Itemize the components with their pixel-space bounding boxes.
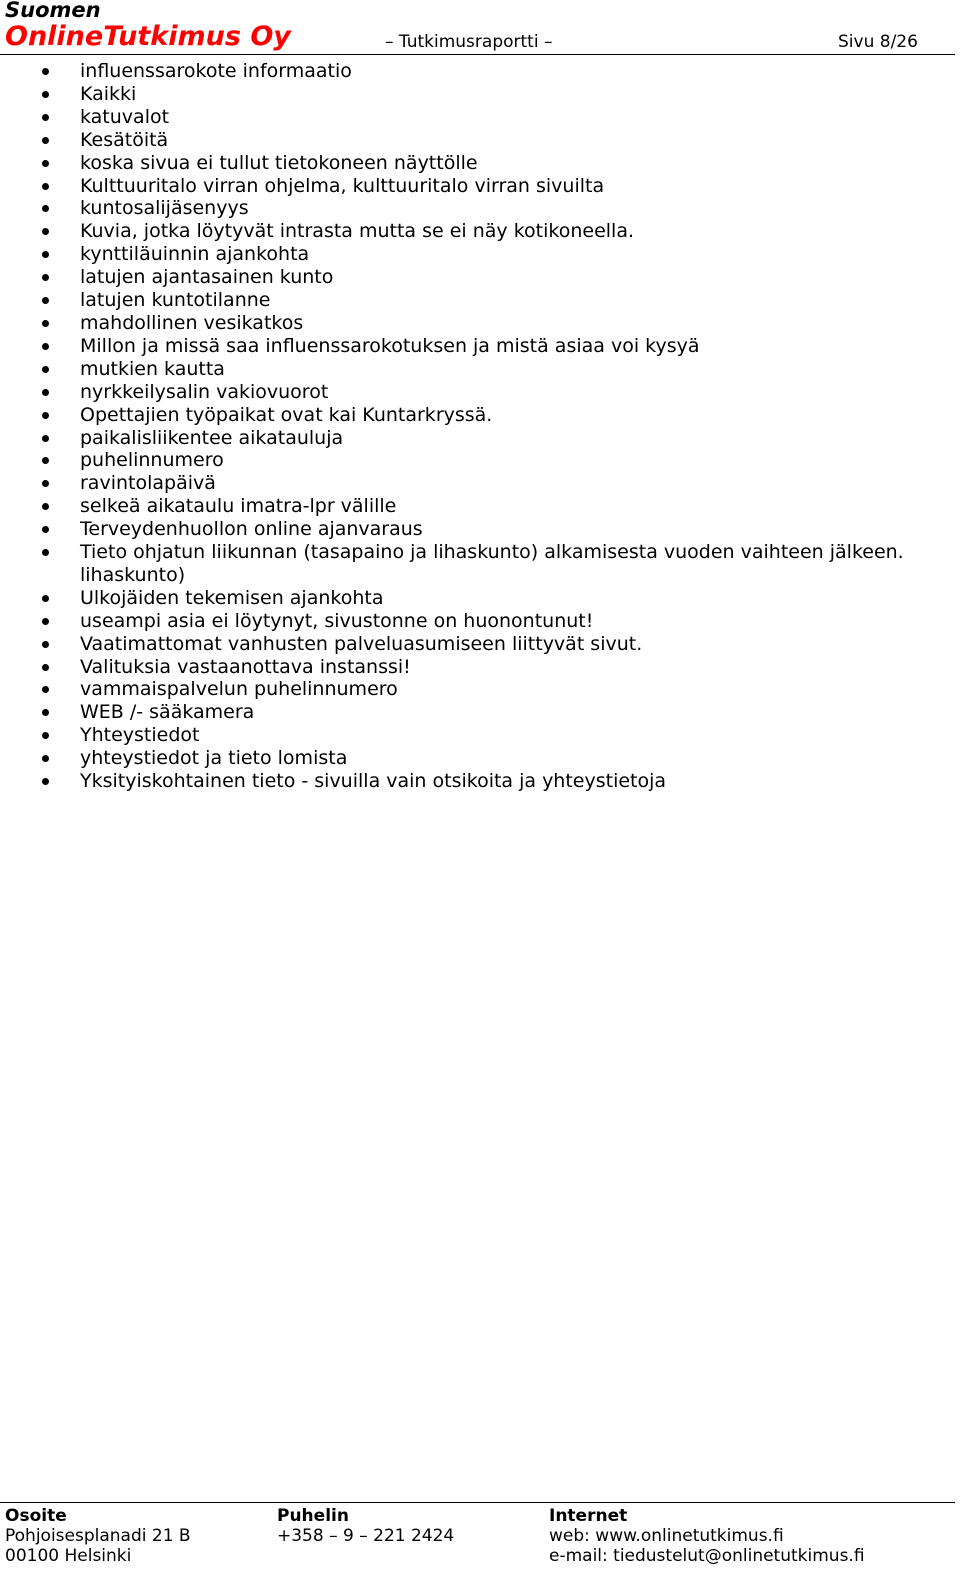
list-item xyxy=(0,701,950,724)
list-item-text: Yksityiskohtainen tieto - sivuilla vain otsikoita ja yhteystietoja xyxy=(80,770,667,793)
list-item-text: influenssarokote informaatio xyxy=(80,60,352,82)
list-item xyxy=(0,175,950,198)
bullet-icon xyxy=(42,137,49,144)
bullet-icon xyxy=(42,68,49,75)
footer-internet xyxy=(549,1506,865,1566)
bullet-icon xyxy=(42,320,49,327)
bullet-icon xyxy=(42,755,49,762)
bullet-icon xyxy=(42,549,49,556)
bullet-icon xyxy=(42,205,49,212)
list-item xyxy=(0,197,950,220)
list-item-text: useampi asia ei löytynyt, sivustonne on huonontunut! xyxy=(80,609,594,632)
footer-internet-label: Internet xyxy=(549,1506,628,1526)
list-item-text: paikalisliikentee aikatauluja xyxy=(80,426,344,449)
footer-address-street: Pohjoisesplanadi 21 B xyxy=(5,1526,191,1546)
list-item xyxy=(0,770,950,793)
list-item xyxy=(0,289,950,312)
footer-phone-number: +358 – 9 – 221 2424 xyxy=(277,1526,455,1546)
list-item-text: kynttiläuinnin ajankohta xyxy=(80,243,310,266)
list-item-text: latujen kuntotilanne xyxy=(80,289,271,312)
list-item xyxy=(0,312,950,335)
company-name-line2: OnlineTutkimus Oy xyxy=(5,21,291,52)
bullet-icon xyxy=(42,664,49,671)
header-divider xyxy=(0,54,955,55)
list-item xyxy=(0,220,950,243)
bullet-icon xyxy=(42,297,49,304)
list-item xyxy=(0,427,950,450)
list-item xyxy=(0,724,950,747)
bullet-icon xyxy=(42,480,49,487)
report-title: – Tutkimusraportti – xyxy=(385,32,553,52)
footer-website: web: www.onlinetutkimus.fi xyxy=(549,1526,784,1546)
bullet-icon xyxy=(42,412,49,419)
list-item-text: kuntosalijäsenyys xyxy=(80,197,249,220)
footer-email: e-mail: tiedustelut@onlinetutkimus.fi xyxy=(549,1546,865,1566)
list-item-text: Terveydenhuollon online ajanvaraus xyxy=(80,518,423,541)
list-item xyxy=(0,106,950,129)
list-item-text: Kulttuuritalo virran ohjelma, kulttuuritalo virran sivuilta xyxy=(80,174,605,197)
bullet-icon xyxy=(42,274,49,281)
list-item xyxy=(0,678,950,701)
list-item-text: koska sivua ei tullut tietokoneen näyttölle xyxy=(80,151,478,174)
list-item-text: selkeä aikataulu imatra-lpr välille xyxy=(80,495,397,518)
list-item xyxy=(0,472,950,495)
page-header xyxy=(0,0,955,56)
bullet-icon xyxy=(42,618,49,625)
bullet-icon xyxy=(42,366,49,373)
list-item-text: Kesätöitä xyxy=(80,128,169,151)
bullet-icon xyxy=(42,343,49,350)
bullet-icon xyxy=(42,732,49,739)
list-item-text: mahdollinen vesikatkos xyxy=(80,311,304,334)
list-item xyxy=(0,656,950,679)
list-item xyxy=(0,495,950,518)
list-item xyxy=(0,610,950,633)
footer-address xyxy=(5,1506,191,1566)
bullet-icon xyxy=(42,435,49,442)
company-name-line1: Suomen xyxy=(5,0,101,22)
list-item xyxy=(0,60,950,83)
bullet-icon xyxy=(42,457,49,464)
list-item-text: Valituksia vastaanottava instanssi! xyxy=(80,655,411,678)
list-item-text: latujen ajantasainen kunto xyxy=(80,266,334,289)
list-item-text: yhteystiedot ja tieto lomista xyxy=(80,747,348,770)
list-item xyxy=(0,243,950,266)
bullet-icon xyxy=(42,709,49,716)
list-item xyxy=(0,541,950,564)
footer-address-city: 00100 Helsinki xyxy=(5,1546,132,1566)
bullet-icon xyxy=(42,641,49,648)
list-item-text: puhelinnumero xyxy=(80,449,224,472)
list-item-text: Kaikki xyxy=(80,82,137,105)
bullet-icon xyxy=(42,389,49,396)
page-number: Sivu 8/26 xyxy=(838,32,918,52)
bullet-icon xyxy=(42,228,49,235)
list-item xyxy=(0,518,950,541)
list-item-text: lihaskunto) xyxy=(80,563,186,586)
bullet-icon xyxy=(42,251,49,258)
list-item-text: Yhteystiedot xyxy=(80,724,200,747)
list-item xyxy=(0,587,950,610)
list-item-text: mutkien kautta xyxy=(80,357,225,380)
bullet-icon xyxy=(42,503,49,510)
list-item-continuation xyxy=(0,564,950,587)
footer-phone xyxy=(277,1506,454,1546)
list-item-text: vammaispalvelun puhelinnumero xyxy=(80,678,398,701)
bullet-icon xyxy=(42,595,49,602)
list-item-text: katuvalot xyxy=(80,105,170,128)
bullet-icon xyxy=(42,114,49,121)
list-item-text: Millon ja missä saa influenssarokotuksen ja mistä asiaa voi kysyä xyxy=(80,334,700,357)
list-item xyxy=(0,335,950,358)
list-item-text: WEB /- sääkamera xyxy=(80,701,255,724)
list-item-text: nyrkkeilysalin vakiovuorot xyxy=(80,380,329,403)
bullet-icon xyxy=(42,160,49,167)
list-item-text: ravintolapäivä xyxy=(80,472,216,495)
list-item-text: Vaatimattomat vanhusten palveluasumiseen liittyvät sivut. xyxy=(80,632,643,655)
list-item xyxy=(0,404,950,427)
list-item xyxy=(0,449,950,472)
list-item xyxy=(0,358,950,381)
bullet-icon xyxy=(42,686,49,693)
bullet-icon xyxy=(42,526,49,533)
bullet-icon xyxy=(42,778,49,785)
footer-address-label: Osoite xyxy=(5,1506,67,1526)
footer-phone-label: Puhelin xyxy=(277,1506,349,1526)
list-item xyxy=(0,747,950,770)
list-item-text: Ulkojäiden tekemisen ajankohta xyxy=(80,586,384,609)
list-item xyxy=(0,152,950,175)
bullet-icon xyxy=(42,91,49,98)
bullet-icon xyxy=(42,183,49,190)
list-item xyxy=(0,633,950,656)
list-item xyxy=(0,129,950,152)
list-item xyxy=(0,266,950,289)
list-item xyxy=(0,381,950,404)
list-item-text: Tieto ohjatun liikunnan (tasapaino ja lihaskunto) alkamisesta vuoden vaihteen jälkeen. xyxy=(80,541,904,564)
list-item xyxy=(0,83,950,106)
response-list xyxy=(0,60,950,793)
list-item-text: Kuvia, jotka löytyvät intrasta mutta se ei näy kotikoneella. xyxy=(80,220,635,243)
list-item-text: Opettajien työpaikat ovat kai Kuntarkryssä. xyxy=(80,403,493,426)
footer-divider xyxy=(0,1502,955,1503)
